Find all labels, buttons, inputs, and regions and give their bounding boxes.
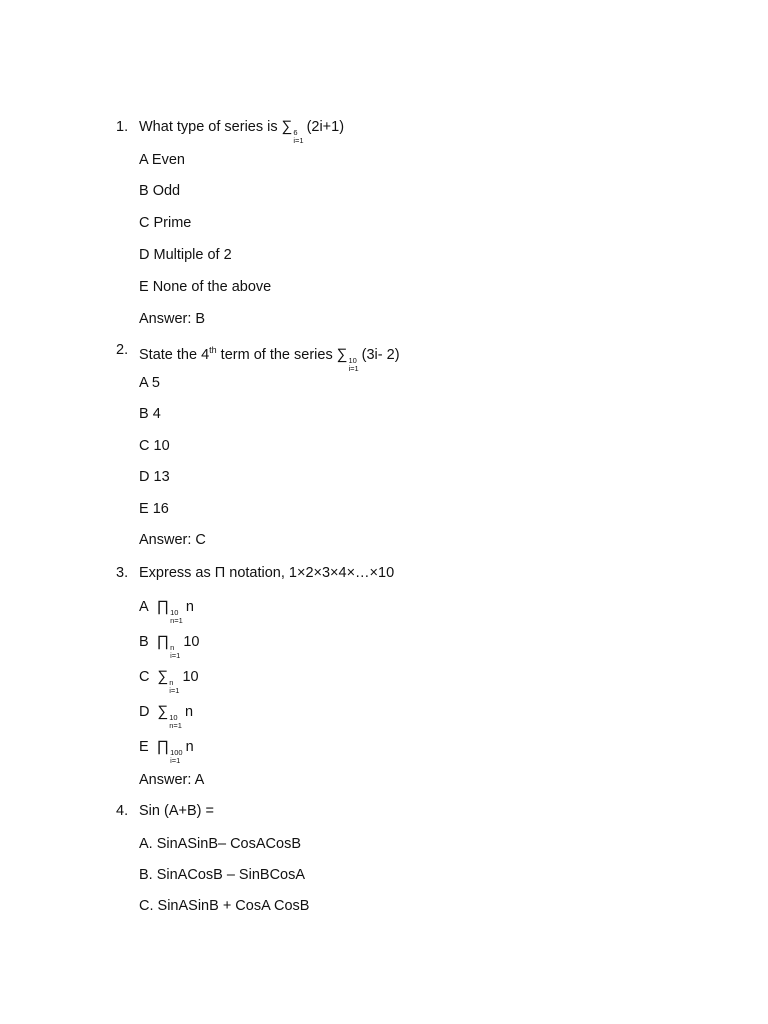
option-a: A Even	[139, 152, 185, 168]
summation-limits	[169, 714, 182, 730]
option-c	[139, 668, 199, 695]
question-1-number: 1.	[116, 119, 129, 135]
product-symbol: ∏	[156, 633, 170, 650]
question-3-number: 3.	[116, 565, 129, 581]
lower-limit: n=1	[170, 616, 183, 625]
upper-limit: n	[169, 678, 174, 687]
option-c: C Prime	[139, 215, 192, 231]
option-b: B 4	[139, 406, 161, 422]
question-2-prompt-rest: term of the series	[216, 346, 333, 363]
option-label: B	[139, 634, 149, 650]
option-a: A. SinASinB– CosACosB	[139, 836, 301, 852]
question-4-number: 4.	[116, 803, 129, 819]
product-body: n	[185, 599, 194, 615]
product-body: n	[185, 739, 194, 755]
product-limits	[170, 749, 183, 765]
summation-body: (3i- 2)	[361, 346, 400, 363]
option-label: C	[139, 669, 150, 685]
question-3-text: Express as Π notation, 1×2×3×4×…×10	[139, 565, 395, 581]
product-symbol: ∏	[156, 598, 170, 615]
lower-limit: i=1	[170, 756, 181, 765]
option-d	[139, 703, 193, 730]
lower-limit: n=1	[169, 721, 182, 730]
summation-body: n	[184, 704, 194, 720]
option-b: B Odd	[139, 183, 181, 199]
summation-symbol: ∑	[157, 703, 169, 720]
option-label: E	[139, 739, 149, 755]
product-symbol: ∏	[156, 738, 170, 755]
product-body: 10	[183, 634, 200, 650]
summation-symbol: ∑	[336, 345, 348, 363]
summation-body: (2i+1)	[306, 119, 345, 135]
lower-limit: i=1	[170, 651, 181, 660]
option-a	[139, 598, 194, 625]
option-e: E 16	[139, 501, 169, 517]
question-1-prompt: What type of series is	[139, 119, 278, 135]
upper-limit: 10	[348, 355, 357, 365]
summation-body: 10	[182, 669, 199, 685]
option-b: B. SinACosB – SinBCosA	[139, 867, 306, 883]
question-2-text	[139, 341, 400, 373]
option-d: D Multiple of 2	[139, 247, 232, 263]
answer: Answer: A	[139, 772, 205, 788]
option-c: C 10	[139, 438, 170, 454]
product-limits	[170, 644, 180, 660]
summation-symbol: ∑	[157, 668, 169, 685]
upper-limit: 10	[170, 608, 179, 617]
product-limits	[170, 609, 183, 625]
upper-limit: 100	[170, 748, 183, 757]
question-1-text	[139, 118, 344, 145]
ordinal-suffix: th	[209, 345, 217, 355]
summation-limits	[169, 679, 179, 695]
option-b	[139, 633, 199, 660]
option-a: A 5	[139, 375, 160, 391]
question-4-text: Sin (A+B) =	[139, 803, 214, 819]
option-label: D	[139, 704, 150, 720]
question-2-prompt: State the 4	[139, 346, 210, 363]
option-label: A	[139, 599, 149, 615]
answer: Answer: B	[139, 311, 206, 327]
summation-limits	[293, 129, 303, 145]
answer: Answer: C	[139, 532, 206, 548]
upper-limit: 10	[169, 713, 178, 722]
option-d: D 13	[139, 469, 170, 485]
upper-limit: 6	[293, 128, 298, 137]
summation-symbol: ∑	[281, 118, 293, 135]
summation-limits	[348, 357, 358, 373]
question-2-number: 2.	[116, 342, 129, 358]
lower-limit: i=1	[293, 136, 304, 145]
option-e	[139, 738, 194, 765]
lower-limit: i=1	[169, 686, 180, 695]
lower-limit: i=1	[348, 363, 359, 373]
upper-limit: n	[170, 643, 175, 652]
option-c: C. SinASinB + CosA CosB	[139, 898, 310, 914]
option-e: E None of the above	[139, 279, 272, 295]
